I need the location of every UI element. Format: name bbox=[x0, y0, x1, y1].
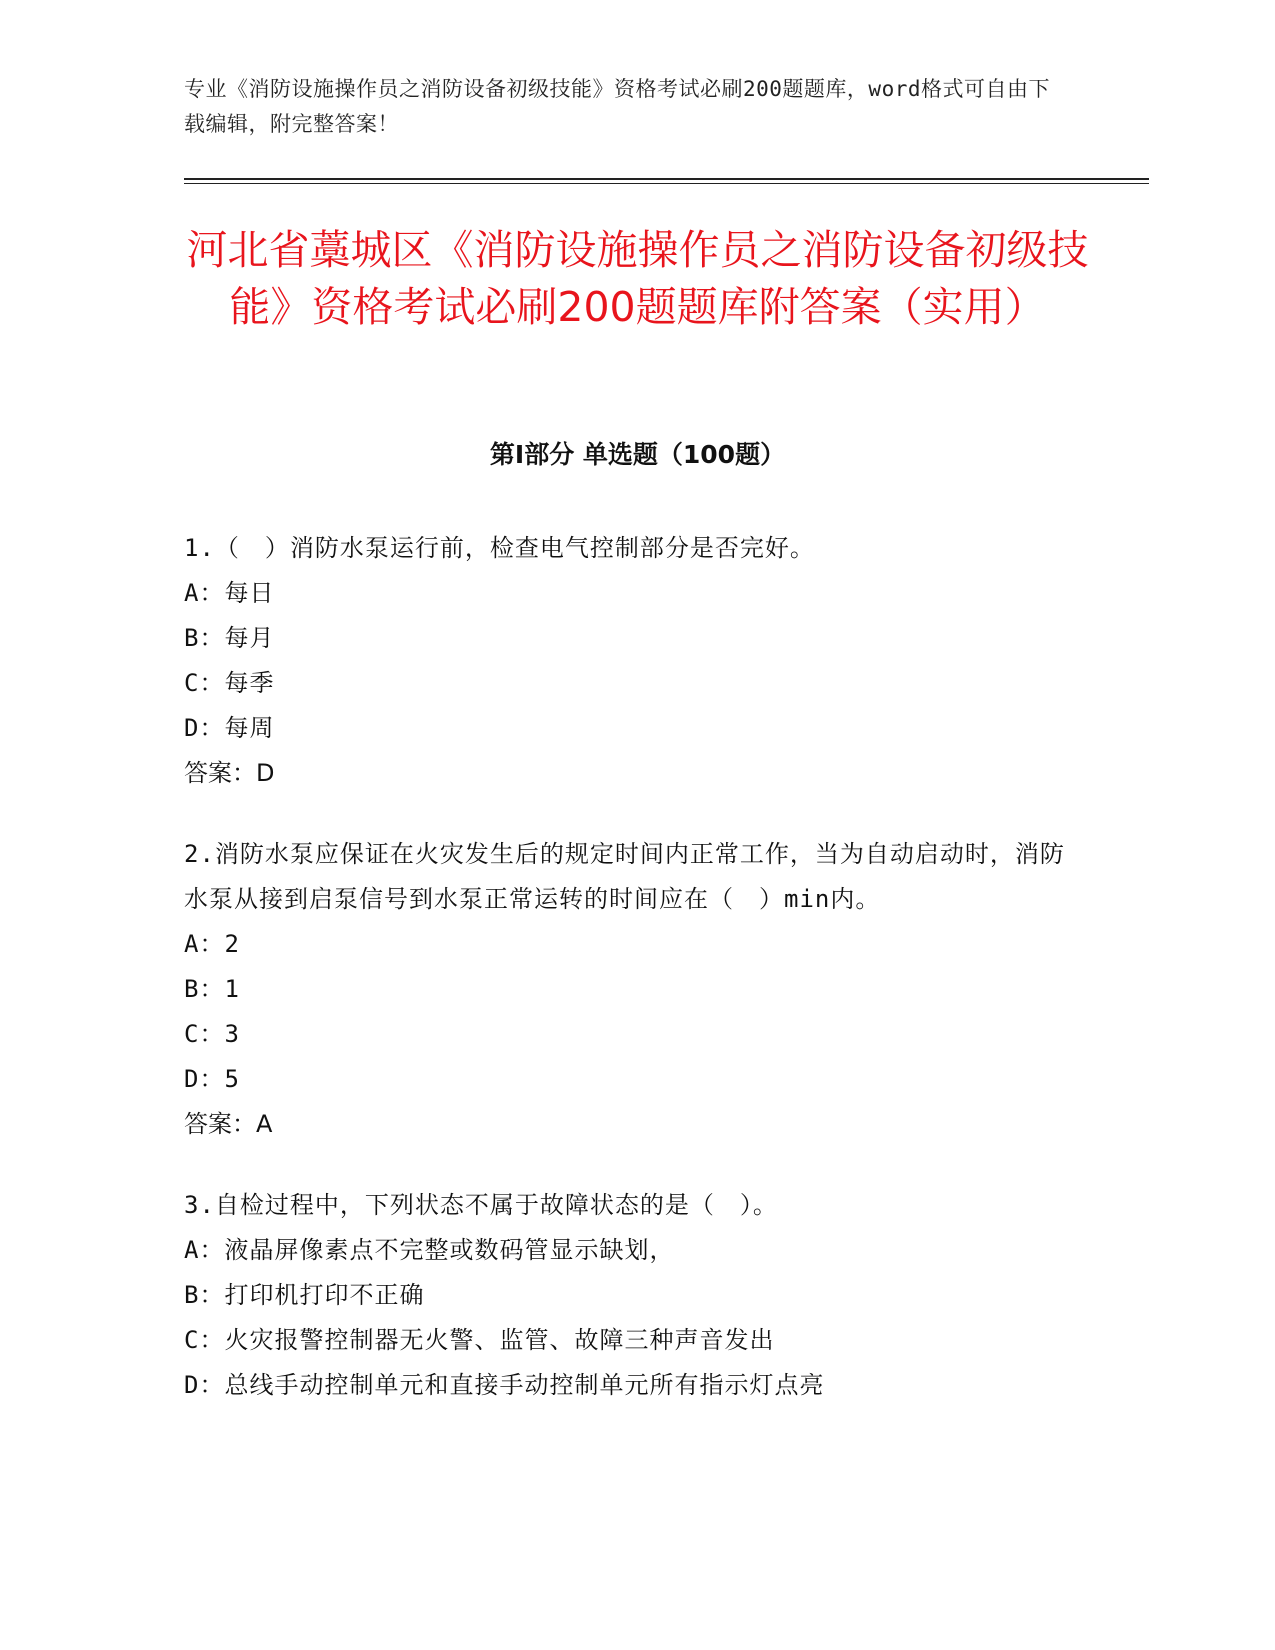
header-divider-thick bbox=[184, 178, 1149, 180]
document-title: 河北省藁城区《消防设施操作员之消防设备初级技能》资格考试必刷200题题库附答案（实用） bbox=[186, 226, 1089, 331]
header-note: 专业《消防设施操作员之消防设备初级技能》资格考试必刷200题题库，word格式可自由下载编辑，附完整答案！ bbox=[184, 77, 1050, 136]
option-a: A：每日 bbox=[184, 579, 275, 607]
option-a: A：液晶屏像素点不完整或数码管显示缺划， bbox=[184, 1236, 675, 1264]
option-a: A：2 bbox=[184, 930, 240, 958]
answer: 答案：A bbox=[184, 1110, 273, 1138]
answer: 答案：D bbox=[184, 759, 275, 787]
question-list bbox=[184, 526, 1084, 1444]
section-title: 第Ⅰ部分 单选题（100题） bbox=[489, 440, 786, 469]
option-b: B：每月 bbox=[184, 624, 275, 652]
question-stem: 3.自检过程中，下列状态不属于故障状态的是（ ）。 bbox=[184, 1191, 778, 1219]
option-d: D：每周 bbox=[184, 714, 275, 742]
question-stem: 2.消防水泵应保证在火灾发生后的规定时间内正常工作，当为自动启动时，消防水泵从接到启泵信号到水泵正常运转的时间应在（ ）min内。 bbox=[184, 840, 1065, 913]
question-2 bbox=[184, 832, 1084, 1147]
option-d: D：总线手动控制单元和直接手动控制单元所有指示灯点亮 bbox=[184, 1371, 825, 1399]
question-1 bbox=[184, 526, 1084, 796]
option-b: B：1 bbox=[184, 975, 240, 1003]
question-3 bbox=[184, 1183, 1084, 1408]
question-stem: 1.（ ）消防水泵运行前，检查电气控制部分是否完好。 bbox=[184, 534, 815, 562]
option-c: C：3 bbox=[184, 1020, 240, 1048]
option-b: B：打印机打印不正确 bbox=[184, 1281, 425, 1309]
option-c: C：火灾报警控制器无火警、监管、故障三种声音发出 bbox=[184, 1326, 775, 1354]
option-c: C：每季 bbox=[184, 669, 275, 697]
header-divider-thin bbox=[184, 183, 1149, 184]
option-d: D：5 bbox=[184, 1065, 240, 1093]
